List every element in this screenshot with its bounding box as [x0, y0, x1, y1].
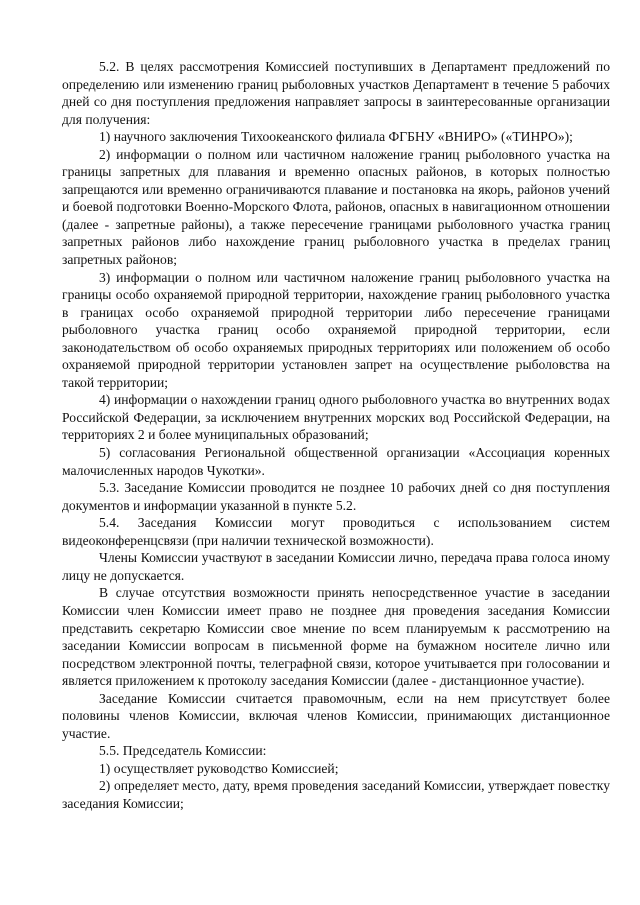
paragraph-chair-1: 1) осуществляет руководство Комиссией; [99, 760, 339, 776]
paragraph-quorum: Заседание Комиссии считается правомочным, если на нем присутствует более половины членов Комиссии, включая членов Комиссии, принимающих дистанционное участие. [62, 690, 610, 741]
paragraph-5-5: 5.5. Председатель Комиссии: [99, 743, 267, 759]
paragraph-item-1: 1) научного заключения Тихоокеанского филиала ФГБНУ «ВНИРО» («ТИНРО»); [99, 129, 573, 145]
paragraph-5-3: 5.3. Заседание Комиссии проводится не позднее 10 рабочих дней со дня поступления документов и информации указанной в пункте 5.2. [62, 480, 610, 513]
paragraph-members: Члены Комиссии участвуют в заседании Комиссии лично, передача права голоса иному лицу не допускается. [62, 550, 610, 583]
paragraph-5-4: 5.4. Заседания Комиссии могут проводиться с использованием систем видеоконференцсвязи (при наличии технической возможности). [62, 515, 610, 548]
paragraph-item-3: 3) информации о полном или частичном наложение границ рыболовного участка на границы особо охраняемой природной территории, нахождение границ рыболовного участка в границах особо охраняемой природной территории либо пересечение границами рыболовного участка границ особо охраняемой природной территории, если законодательством об особо охраняемых природных территориях или положением об особо охраняемой природной территории установлен запрет на осуществление рыболовства на такой территории; [62, 269, 610, 390]
paragraph-5-2: 5.2. В целях рассмотрения Комиссией поступивших в Департамент предложений по определению или изменению границ рыболовных участков Департамент в течение 5 рабочих дней со дня поступления предложения направляет запросы в заинтересованные организации для получения: [62, 59, 610, 127]
paragraph-item-4: 4) информации о нахождении границ одного рыболовного участка во внутренних водах Российской Федерации, за исключением внутренних морских вод Российской Федерации, на территориях 2 и более муниципальных образований; [62, 392, 610, 443]
paragraph-chair-2: 2) определяет место, дату, время проведения заседаний Комиссии, утверждает повестку заседания Комиссии; [62, 778, 610, 811]
paragraph-item-5: 5) согласования Региональной общественной организации «Ассоциация коренных малочисленных народов Чукотки». [62, 445, 610, 478]
paragraph-remote: В случае отсутствия возможности принять непосредственное участие в заседании Комиссии член Комиссии имеет право не позднее дня проведения заседания Комиссии представить секретарю Комиссии свое мнение по всем планируемым к рассмотрению на заседании Комиссии вопросам в письменной форме на бумажном носителе лично или посредством электронной почты, телеграфной связи, которое учитывается при голосовании и является приложением к протоколу заседания Комиссии (далее - дистанционное участие). [62, 585, 610, 689]
paragraph-item-2: 2) информации о полном или частичном наложение границ рыболовного участка на границы запретных для плавания и временно опасных районов, в которых полностью запрещаются или временно ограничиваются плавание и постановка на якорь, районов учений и боевой подготовки Военно-Морского Флота, районов, опасных в навигационном отношении (далее - запретные районы), а также пересечение границами рыболовного участка границ запретных районов либо нахождение границ рыболовного участка в пределах границ запретных районов; [62, 146, 610, 268]
